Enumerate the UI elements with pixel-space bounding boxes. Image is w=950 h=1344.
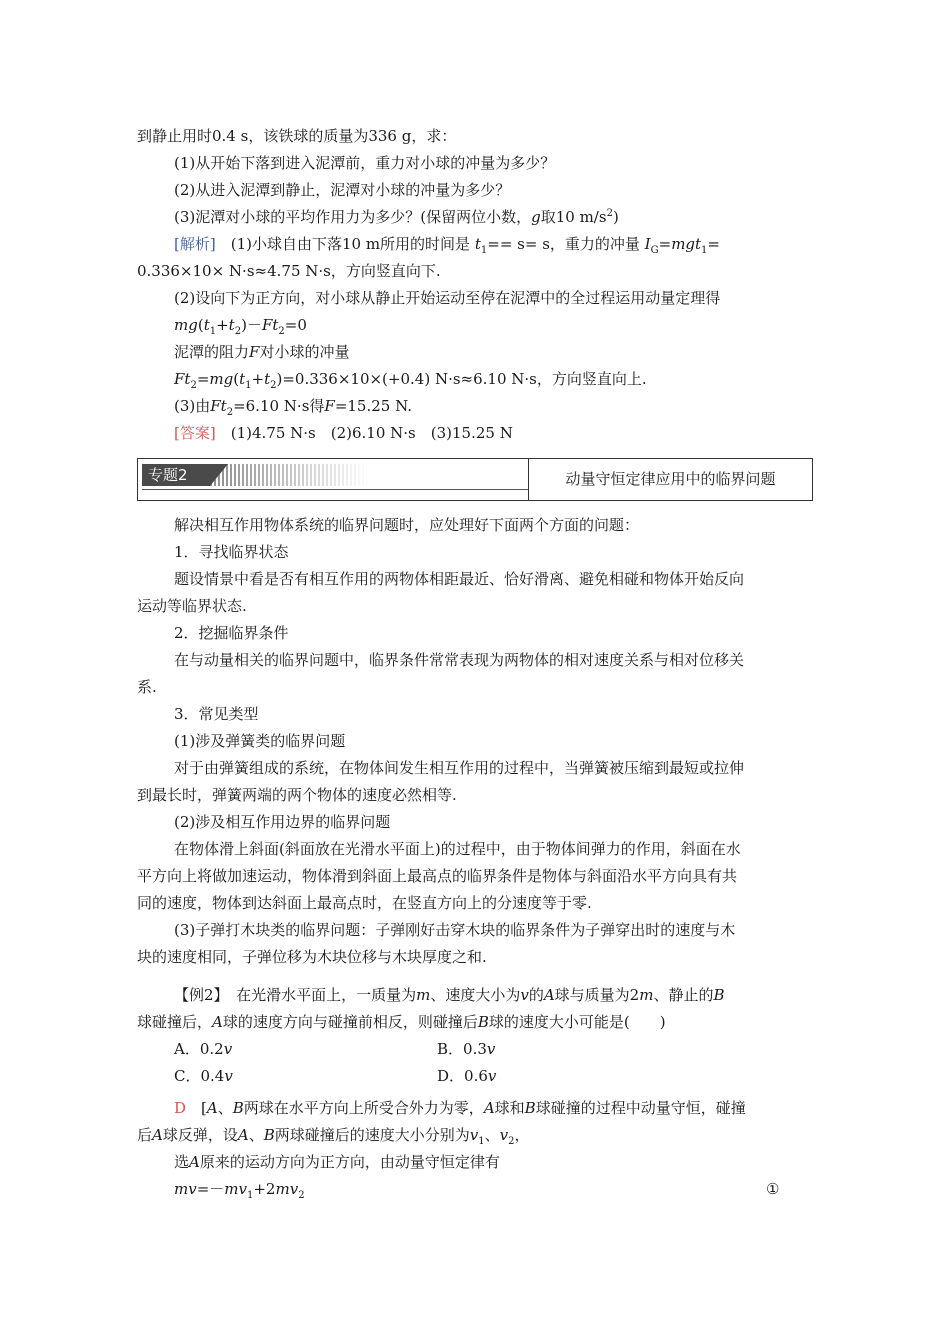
text-line: 题设情景中看是否有相互作用的两物体相距最近、恰好滑离、避免相碰和物体开始反向 xyxy=(174,570,745,588)
section-title: 动量守恒定律应用中的临界问题 xyxy=(565,470,776,488)
text-line: 运动等临界状态. xyxy=(137,597,247,615)
solution-line: D [A、B两球在水平方向上所受合外力为零，A球和B球碰撞的过程中动量守恒，碰撞 xyxy=(174,1099,746,1117)
equation-line: $mv=-mv_1+2mv_2$ xyxy=(174,1180,305,1201)
text-line: (2)设向下为正方向，对小球从静止开始运动至停在泥潭中的全过程运用动量定理得 xyxy=(174,289,721,307)
text-line: 块的速度相同，子弹位移为木块位移与木块厚度之和. xyxy=(137,948,487,966)
example-question: 【例2】 在光滑水平面上，一质量为m、速度大小为v的A球与质量为2m、静止的B xyxy=(174,986,725,1004)
text-line: 系. xyxy=(137,678,157,696)
option-c: C．0.4v xyxy=(174,1067,233,1085)
banner-underline xyxy=(142,489,528,490)
analysis-tag: [解析] xyxy=(174,235,216,253)
subheading: 2．挖掘临界条件 xyxy=(174,624,289,642)
section-badge: 专题2 xyxy=(142,464,210,486)
example-question: 球碰撞后，A球的速度方向与碰撞前相反，则碰撞后B球的速度大小可能是( ) xyxy=(137,1013,666,1031)
text-line: 到静止用时0.4 s，该铁球的质量为336 g，求： xyxy=(137,127,457,145)
text-line: 对于由弹簧组成的系统，在物体间发生相互作用的过程中，当弹簧被压缩到最短或拉伸 xyxy=(174,759,745,777)
answer-tag: [答案] xyxy=(174,424,216,442)
solution-line: 选A原来的运动方向为正方向，由动量守恒定律有 xyxy=(174,1153,500,1171)
subheading: (2)涉及相互作用边界的临界问题 xyxy=(174,813,391,831)
text-line: 到最长时，弹簧两端的两个物体的速度必然相等. xyxy=(137,786,457,804)
solution-line: 后A球反弹，设A、B两球碰撞后的速度大小分别为$v_1$、$v_2$， xyxy=(137,1126,530,1147)
banner-left xyxy=(138,459,528,500)
formula-line: $mg(t_1+t_2)-Ft_2=0$ xyxy=(174,316,307,337)
subheading: (1)涉及弹簧类的临界问题 xyxy=(174,732,346,750)
text-line: 在与动量相关的临界问题中，临界条件常常表现为两物体的相对速度关系与相对位移关 xyxy=(174,651,745,669)
text-line: 泥潭的阻力F对小球的冲量 xyxy=(174,343,350,361)
badge-stripes xyxy=(210,464,370,486)
text-line: 在物体滑上斜面(斜面放在光滑水平面上)的过程中，由于物体间弹力的作用，斜面在水 xyxy=(174,840,741,858)
text-line: 0.336×10× N·s≈4.75 N·s，方向竖直向下. xyxy=(137,262,441,280)
solution-letter: D xyxy=(174,1099,187,1117)
question-1: (1)从开始下落到进入泥潭前，重力对小球的冲量为多少？ xyxy=(174,154,556,172)
text-line: 解决相互作用物体系统的临界问题时，应处理好下面两个方面的问题： xyxy=(174,516,640,534)
answer-line: [答案] (1)4.75 N·s (2)6.10 N·s (3)15.25 N xyxy=(174,424,513,442)
question-2: (2)从进入泥潭到静止，泥潭对小球的冲量为多少？ xyxy=(174,181,511,199)
text-line: 同的速度，物体到达斜面上最高点时，在竖直方向上的分速度等于零. xyxy=(137,894,592,912)
badge-corner xyxy=(210,464,228,486)
text-line: (3)由$Ft_2=6.10$ N·s得F=15.25 N. xyxy=(174,397,413,418)
formula-line: $Ft_2=mg(t_1+t_2)=0.336\times 10\times(+0.4)$ N·s≈6.10 N·s，方向竖直向上. xyxy=(174,370,647,391)
section-banner xyxy=(137,458,813,501)
option-d: D．0.6v xyxy=(437,1067,497,1085)
subheading: 1．寻找临界状态 xyxy=(174,543,289,561)
text-line: (3)子弹打木块类的临界问题：子弹刚好击穿木块的临界条件为子弹穿出时的速度与木 xyxy=(174,921,736,939)
equation-number: ① xyxy=(766,1180,780,1198)
text-line: 平方向上将做加速运动，物体滑到斜面上最高点的临界条件是物体与斜面沿水平方向具有共 xyxy=(137,867,738,885)
example-tag: 【例2】 xyxy=(174,986,222,1004)
subheading: 3．常见类型 xyxy=(174,705,259,723)
question-3: (3)泥潭对小球的平均作用力为多少？(保留两位小数，g取10 $m/s^2$) xyxy=(174,208,619,226)
option-a: A．0.2v xyxy=(174,1040,233,1058)
option-b: B．0.3v xyxy=(437,1040,496,1058)
analysis-line: [解析] (1)小球自由下落10 m所用的时间是 $t_1== s= s$，重力的冲量 $I_G=mgt_1=$ xyxy=(174,235,720,256)
